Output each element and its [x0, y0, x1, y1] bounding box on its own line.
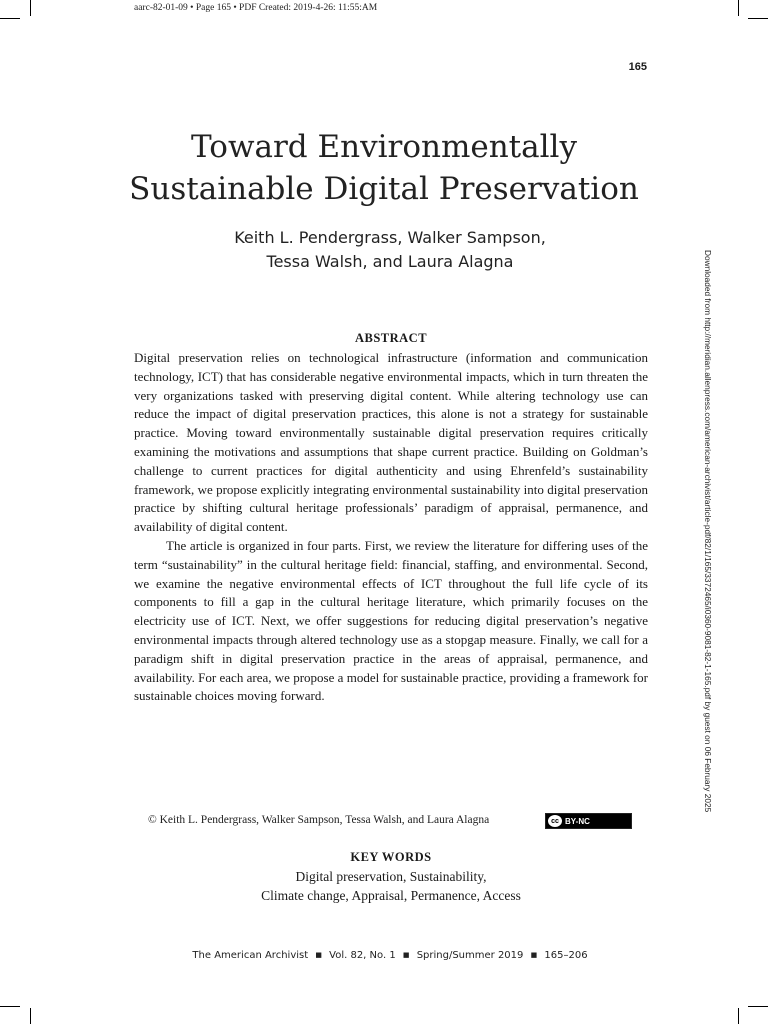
- crop-mark: [748, 18, 768, 19]
- authors-line-1: Keith L. Pendergrass, Walker Sampson,: [234, 228, 546, 247]
- crop-mark: [738, 1008, 739, 1024]
- journal-name: The American Archivist: [192, 950, 309, 961]
- copyright-notice: © Keith L. Pendergrass, Walker Sampson, Tessa Walsh, and Laura Alagna: [148, 814, 490, 826]
- separator-icon: ■: [402, 951, 410, 959]
- article-title: [0, 126, 768, 210]
- abstract-heading: ABSTRACT: [354, 331, 428, 345]
- license-badge[interactable]: [545, 813, 632, 829]
- download-notice: Downloaded from http://meridian.allenpress.com/american-archivist/article-pdf/82/1/165/3372465/i0360-9081-82-1-165.pdf by guest on 06 February 2025: [703, 250, 713, 813]
- creative-commons-icon: cc: [547, 814, 563, 828]
- abstract-paragraph-2: The article is organized in four parts. First, we review the literature for differing uses of the term “sustainability” in the cultural heritage field: financial, staffing, and environmental. Second, we examine the negative environmental effects of ICT throughout the full life cycle of its components to fill a gap in the cultural heritage literature, which primarily focuses on the electricity use of ICT. Next, we offer suggestions for reducing digital preservation’s negative environmental impacts through altered technology use as a stopgap measure. Finally, we call for a paradigm shift in digital preservation practice in the areas of appraisal, permanence, and availability. For each area, we propose a model for sustainable practice, providing a framework for sustainable choices moving forward.: [134, 537, 648, 704]
- journal-pages: 165–206: [544, 950, 588, 961]
- abstract-paragraph-1: Digital preservation relies on technological infrastructure (information and communication technology, ICT) that has considerable negative environmental impacts, which in turn threaten the very organizations tasked with preserving digital content. While altering technology use can reduce the impact of digital preservation practices, this alone is not a strategy for sustainable practice. Moving toward environmentally sustainable digital preservation requires critically examining the motivations and assumptions that shape current practice. Building on Goldman’s challenge to current practices for digital authenticity and using Ehrenfeld’s sustainability framework, we propose explicitly integrating environmental sustainability into digital preservation practice by shifting cultural heritage professionals’ paradigm of appraisal, permanence, and availability of digital content.: [134, 350, 648, 535]
- crop-mark: [738, 0, 739, 16]
- abstract-body: [134, 349, 648, 706]
- keywords-line-2: Climate change, Appraisal, Permanence, Access: [261, 888, 521, 903]
- crop-mark: [0, 18, 20, 19]
- title-line-2: Sustainable Digital Preservation: [129, 171, 639, 207]
- crop-mark: [30, 0, 31, 16]
- title-line-1: Toward Environmentally: [191, 129, 577, 165]
- journal-season: Spring/Summer 2019: [416, 950, 524, 961]
- crop-mark: [30, 1008, 31, 1024]
- authors: [0, 226, 768, 274]
- keywords-list: [134, 867, 648, 905]
- page-number: 165: [628, 61, 647, 73]
- print-slug: aarc-82-01-09 • Page 165 • PDF Created: 2019-4-26: 11:55:AM: [134, 3, 378, 13]
- journal-volume: Vol. 82, No. 1: [329, 950, 396, 961]
- keywords-line-1: Digital preservation, Sustainability,: [295, 869, 487, 884]
- authors-line-2: Tessa Walsh, and Laura Alagna: [266, 252, 514, 271]
- separator-icon: ■: [315, 951, 322, 959]
- keywords-heading: KEY WORDS: [350, 850, 432, 864]
- journal-footer: [0, 950, 768, 961]
- separator-icon: ■: [530, 951, 538, 959]
- license-label: BY-NC: [565, 816, 590, 826]
- crop-mark: [0, 1006, 20, 1007]
- crop-mark: [748, 1006, 768, 1007]
